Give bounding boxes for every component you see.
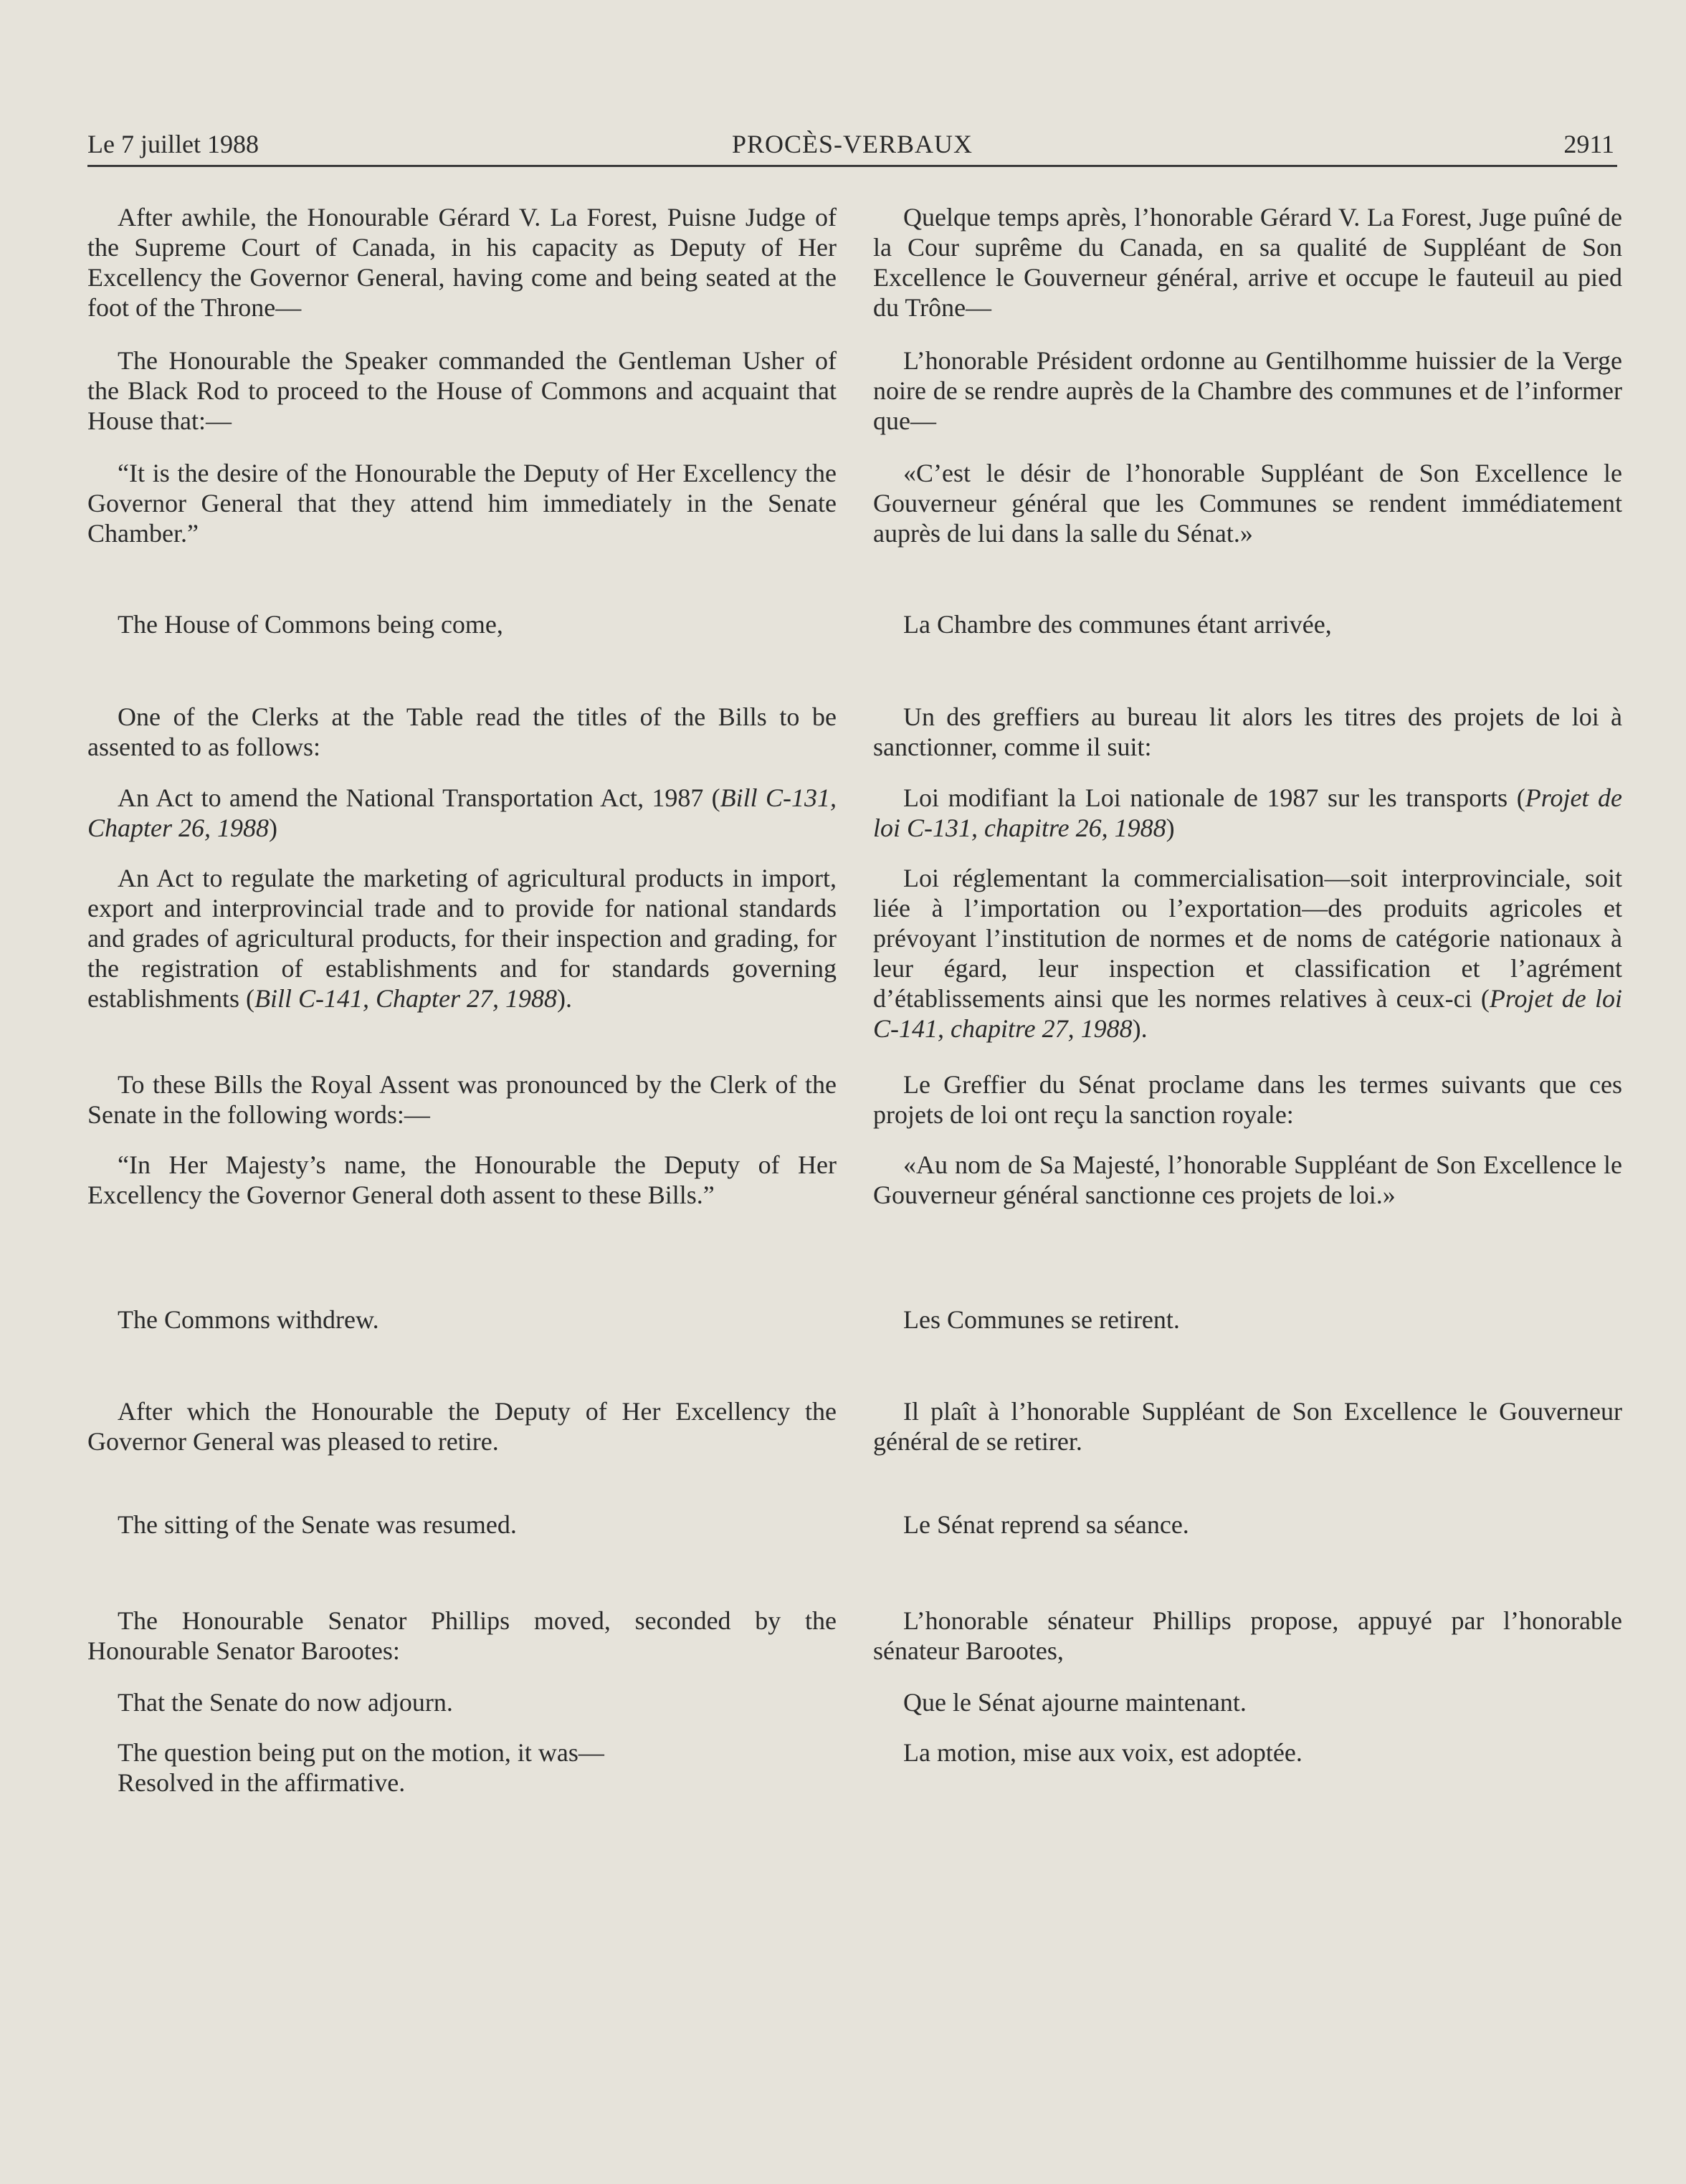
english-paragraph-7: An Act to regulate the marketing of agricultural products in import, export and interprovincial trade and to provide for national standards and grades of agricultural products, for their inspection and grading, for the registration of establishments and for standards governing establishments (Bill C-141, Chapter 27, 1988). [87,864,837,1013]
english-paragraph-text: The Commons withdrew. [118,1305,379,1334]
english-bill-reference: Bill C-131, Chapter 26, 1988 [87,783,837,842]
english-paragraph-text: To these Bills the Royal Assent was pronounced by the Clerk of the Senate in the following words:— [87,1070,837,1129]
english-paragraph-text: “In Her Majesty’s name, the Honourable the Deputy of Her Excellency the Governor General doth assent to these Bills.” [87,1150,837,1209]
french-paragraph-text: «Au nom de Sa Majesté, l’honorable Suppléant de Son Excellence le Gouverneur général sanctionne ces projets de loi.» [873,1150,1622,1209]
french-paragraph-text: «C’est le désir de l’honorable Suppléant de Son Excellence le Gouverneur général que les Communes se rendent immédiatement auprès de lui dans la salle du Sénat.» [873,459,1622,548]
header-title: PROCÈS-VERBAUX [731,130,973,158]
french-paragraph-text: La Chambre des communes étant arrivée, [903,610,1332,639]
english-paragraph-text: After awhile, the Honourable Gérard V. La Forest, Puisne Judge of the Supreme Court of Canada, in his capacity as Deputy of Her Excellency the Governor General, having come and being seated at the foot of the Throne— [87,203,837,322]
english-paragraph-15 [87,1737,837,1768]
english-paragraph-10 [87,1305,837,1335]
french-paragraph-text: Il plaît à l’honorable Suppléant de Son Excellence le Gouverneur général de se retirer. [873,1397,1622,1456]
french-paragraph-text: Loi modifiant la Loi nationale de 1987 sur les transports [903,783,1508,812]
french-bill-reference: Projet de loi C-131, chapitre 26, 1988 [873,783,1623,842]
english-paragraph-text: The question being put on the motion, it was— [118,1738,604,1767]
english-paragraph-4 [87,609,837,639]
french-paragraph-12 [873,1510,1622,1540]
header-date: Le 7 juillet 1988 [87,130,259,158]
french-paragraph-text: Le Greffier du Sénat proclame dans les termes suivants que ces projets de loi ont reçu la sanction royale: [873,1070,1622,1129]
page-header [87,123,1617,167]
english-paragraph-text: After which the Honourable the Deputy of Her Excellency the Governor General was pleased to retire. [87,1397,837,1456]
english-paragraph-text: Resolved in the affirmative. [118,1768,406,1797]
english-paragraph-text: The House of Commons being come, [118,610,503,639]
english-paragraph-text: “It is the desire of the Honourable the Deputy of Her Excellency the Governor General that they attend him immediately in the Senate Chamber.” [87,459,837,548]
french-paragraph-6: Loi modifiant la Loi nationale de 1987 sur les transports (Projet de loi C-131, chapitre 26, 1988) [873,783,1623,842]
english-paragraph-14 [87,1687,837,1717]
french-paragraph-text: Loi réglementant la commercialisation—soit interprovinciale, soit liée à l’importation ou l’exportation—des produits agricoles et prévoyant l’institution de normes et de noms de catégorie nationaux à leur égard, leur inspection et classification et l’agrément d’établissements ainsi que les normes relatives à ceux-ci [873,864,1622,1013]
french-paragraph-3 [873,458,1622,548]
french-paragraph-10 [873,1305,1622,1335]
page-number: 2911 [1563,130,1614,158]
french-paragraph-11 [873,1396,1622,1456]
english-paragraph-5 [87,702,837,762]
french-paragraph-5 [873,702,1622,762]
english-paragraph-text: An Act to regulate the marketing of agricultural products in import, export and interprovincial trade and to provide for national standards and grades of agricultural products, for their inspection and grading, for the registration of establishments and for standards governing establishments [87,864,837,1013]
english-paragraph-9 [87,1150,837,1210]
english-paragraph-text: That the Senate do now adjourn. [118,1688,453,1717]
english-paragraph-6: An Act to amend the National Transportation Act, 1987 (Bill C-131, Chapter 26, 1988) [87,783,837,842]
french-paragraph-15 [873,1737,1622,1768]
english-paragraph-12 [87,1510,837,1540]
french-bill-reference: Projet de loi C-141, chapitre 27, 1988 [873,984,1622,1043]
english-paragraph-text: The sitting of the Senate was resumed. [118,1510,517,1539]
french-paragraph-2 [873,345,1622,436]
french-paragraph-text: La motion, mise aux voix, est adoptée. [903,1738,1302,1767]
french-paragraph-text: Quelque temps après, l’honorable Gérard V. La Forest, Juge puîné de la Cour suprême du Canada, en sa qualité de Suppléant de Son Excellence le Gouverneur général, arrive et occupe le fauteuil au pied du Trône— [873,203,1622,322]
french-paragraph-4 [873,609,1622,639]
french-paragraph-14 [873,1687,1622,1717]
french-paragraph-9 [873,1150,1622,1210]
english-paragraph-11 [87,1396,837,1456]
french-paragraph-text: Que le Sénat ajourne maintenant. [903,1688,1247,1717]
french-paragraph-8 [873,1069,1622,1130]
english-paragraph-2 [87,345,837,436]
french-paragraph-text: Les Communes se retirent. [903,1305,1180,1334]
english-paragraph-3 [87,458,837,548]
french-paragraph-text: L’honorable sénateur Phillips propose, appuyé par l’honorable sénateur Barootes, [873,1606,1622,1665]
english-paragraph-8 [87,1069,837,1130]
french-paragraph-text: Un des greffiers au bureau lit alors les titres des projets de loi à sanctionner, comme il suit: [873,702,1622,761]
english-bill-reference: Bill C-141, Chapter 27, 1988 [254,984,557,1013]
french-paragraph-1 [873,202,1622,323]
english-paragraph-text: The Honourable the Speaker commanded the Gentleman Usher of the Black Rod to proceed to the House of Commons and acquaint that House that:— [87,346,837,435]
french-paragraph-7: Loi réglementant la commercialisation—soit interprovinciale, soit liée à l’importation ou l’exportation—des produits agricoles et prévoyant l’institution de normes et de noms de catégorie nationaux à leur égard, leur inspection et classification et l’agrément d’établissements ainsi que les normes relatives à ceux-ci (Projet de loi C-141, chapitre 27, 1988). [873,864,1622,1043]
french-paragraph-text: L’honorable Président ordonne au Gentilhomme huissier de la Verge noire de se rendre auprès de la Chambre des communes et de l’informer que— [873,346,1622,435]
english-paragraph-13 [87,1606,837,1666]
french-paragraph-text: Le Sénat reprend sa séance. [903,1510,1189,1539]
english-paragraph-16 [87,1768,837,1798]
english-paragraph-1 [87,202,837,323]
french-paragraph-13 [873,1606,1622,1666]
english-paragraph-text: One of the Clerks at the Table read the titles of the Bills to be assented to as follows: [87,702,837,761]
english-paragraph-text: An Act to amend the National Transportation Act, 1987 [118,783,704,812]
english-paragraph-text: The Honourable Senator Phillips moved, seconded by the Honourable Senator Barootes: [87,1606,837,1665]
